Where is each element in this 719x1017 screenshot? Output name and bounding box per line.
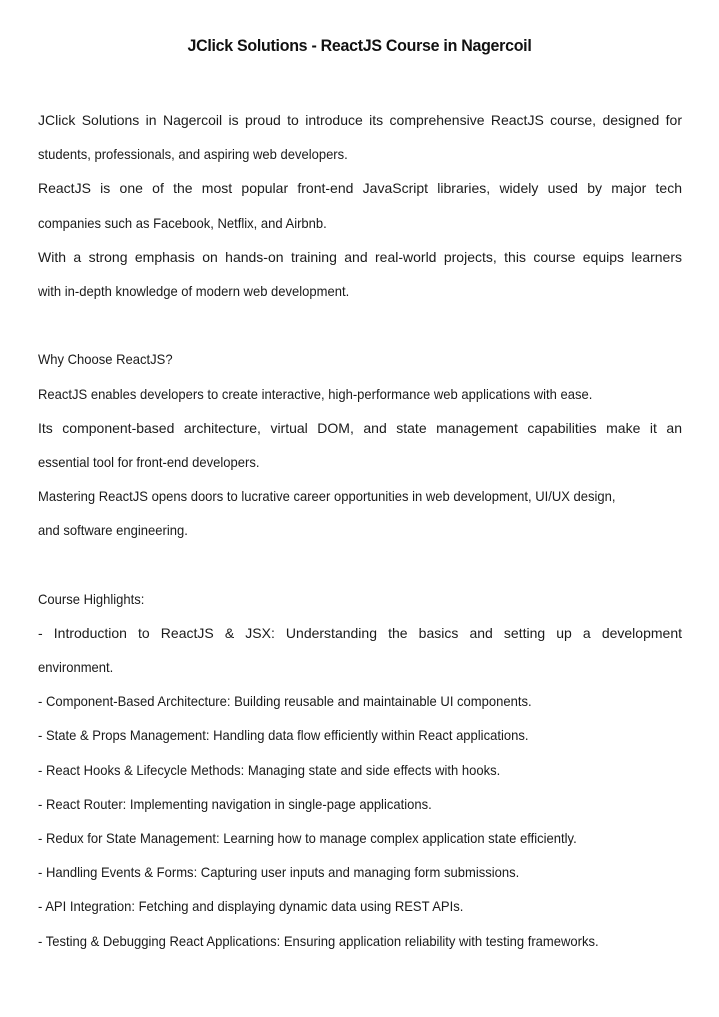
paragraph-line (38, 103, 682, 137)
paragraph-line (38, 479, 682, 513)
highlight-item-text: - React Router: Implementing navigation in single-page applications. (38, 795, 432, 812)
paragraph-line (38, 411, 682, 445)
spacer (38, 308, 682, 342)
highlight-item (38, 753, 682, 787)
paragraph-line-text: Mastering ReactJS opens doors to lucrative career opportunities in web development, UI/UX design, (38, 488, 616, 505)
document-title: JClick Solutions - ReactJS Course in Nagercoil (187, 36, 532, 55)
highlight-item-text: - React Hooks & Lifecycle Methods: Managing state and side effects with hooks. (38, 761, 501, 778)
paragraph-line-text: and software engineering. (38, 522, 188, 539)
paragraph-line-text: ReactJS enables developers to create interactive, high-performance web applications with ease. (38, 385, 593, 402)
document-body (38, 103, 682, 958)
paragraph-line (38, 206, 682, 240)
highlight-item-text: - Handling Events & Forms: Capturing user inputs and managing form submissions. (38, 864, 520, 881)
why-heading-text: Why Choose ReactJS? (38, 351, 173, 368)
highlight-item-text: - API Integration: Fetching and displaying dynamic data using REST APIs. (38, 898, 464, 915)
highlight-item-text: - Testing & Debugging React Applications: Ensuring application reliability with testing frameworks. (38, 932, 599, 949)
why-section (38, 342, 682, 547)
section-heading (38, 582, 682, 616)
paragraph-line-text: essential tool for front-end developers. (38, 453, 260, 470)
highlight-item (38, 684, 682, 718)
highlights-heading-text: Course Highlights: (38, 590, 145, 607)
paragraph-line (38, 137, 682, 171)
paragraph-line (38, 274, 682, 308)
highlight-item-text: environment. (38, 659, 114, 675)
paragraph-line-text: students, professionals, and aspiring web developers. (38, 146, 348, 163)
highlight-item-text: - Component-Based Architecture: Building reusable and maintainable UI components. (38, 693, 532, 710)
highlight-item (38, 924, 682, 958)
paragraph-line-text: with in-depth knowledge of modern web development. (38, 282, 350, 299)
paragraph-line-text: JClick Solutions in Nagercoil is proud to introduce its comprehensive ReactJS course, designed for (38, 112, 682, 128)
section-heading (38, 342, 682, 376)
highlights-section (38, 582, 682, 958)
paragraph-line-text: ReactJS is one of the most popular front-end JavaScript libraries, widely used by major tech (38, 180, 682, 197)
paragraph-line (38, 377, 682, 411)
highlight-item (38, 718, 682, 752)
highlight-item (38, 787, 682, 821)
spacer (38, 547, 682, 581)
paragraph-line-text: companies such as Facebook, Netflix, and Airbnb. (38, 214, 327, 231)
highlight-item-continuation (38, 650, 682, 684)
highlight-item-text: - Redux for State Management: Learning how to manage complex application state efficiently. (38, 829, 577, 846)
highlight-item (38, 889, 682, 923)
highlight-item (38, 821, 682, 855)
highlight-item (38, 616, 682, 650)
paragraph-line (38, 513, 682, 547)
intro-section (38, 103, 682, 308)
highlight-item (38, 855, 682, 889)
paragraph-line (38, 445, 682, 479)
highlight-item-text: - State & Props Management: Handling data flow efficiently within React applications. (38, 727, 529, 744)
paragraph-line-text: Its component-based architecture, virtual DOM, and state management capabilities make it an (38, 419, 682, 436)
paragraph-line (38, 171, 682, 205)
highlight-item-text: - Introduction to ReactJS & JSX: Understanding the basics and setting up a development (38, 624, 682, 641)
paragraph-line (38, 240, 682, 274)
paragraph-line-text: With a strong emphasis on hands-on training and real-world projects, this course equips learners (38, 248, 682, 265)
